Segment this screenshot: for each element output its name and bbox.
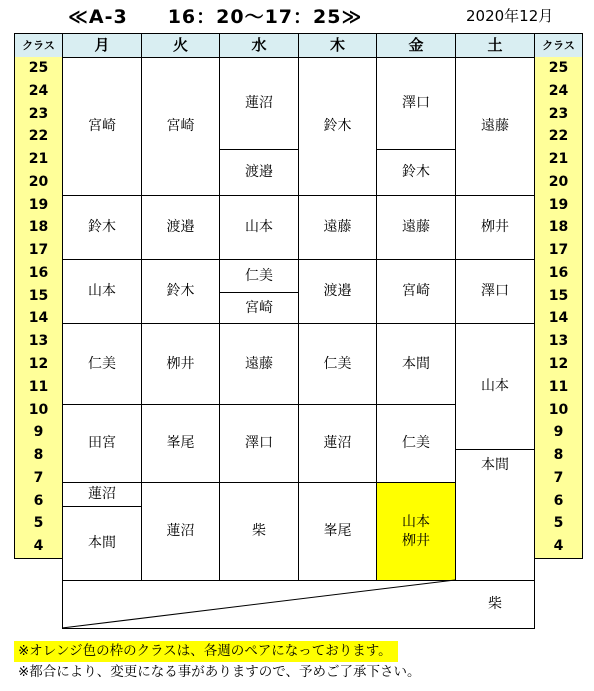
- class-number-left: 21: [14, 148, 63, 172]
- schedule-cell-mon: 鈴木: [62, 195, 142, 260]
- schedule-cell-mon: 山本: [62, 259, 142, 324]
- schedule-cell-sat: 遠藤: [455, 57, 535, 196]
- schedule-cell-wed: 遠藤: [219, 323, 299, 405]
- schedule-cell-mon: 田宮: [62, 404, 142, 483]
- class-number-right: 20: [534, 171, 583, 195]
- class-number-right: 7: [534, 467, 583, 491]
- class-number-right: 19: [534, 194, 583, 217]
- day-header-sat: 土: [455, 33, 535, 58]
- class-number-left: 4: [14, 535, 63, 559]
- class-number-left: 24: [14, 80, 63, 104]
- class-number-left: 17: [14, 239, 63, 263]
- schedule-cell-tue: 宮崎: [141, 57, 220, 196]
- schedule-cell-thu: 渡邉: [298, 259, 377, 324]
- schedule-cell-wed: 蓮沼: [219, 57, 299, 150]
- class-number-right: 11: [534, 376, 583, 400]
- month-label: 2020年12月: [466, 7, 554, 25]
- class-number-right: 10: [534, 399, 583, 422]
- class-number-right: 13: [534, 330, 583, 354]
- class-header-right: クラス: [534, 33, 583, 58]
- class-number-right: 5: [534, 512, 583, 536]
- schedule-cell-mon: 宮崎: [62, 57, 142, 196]
- schedule-cell-mon: 仁美: [62, 323, 142, 405]
- day-header-tue: 火: [141, 33, 220, 58]
- class-number-left: 11: [14, 376, 63, 400]
- class-number-right: 8: [534, 444, 583, 468]
- class-number-left: 20: [14, 171, 63, 195]
- schedule-cell-sat: 柴: [455, 580, 535, 629]
- schedule-cell-fri: 遠藤: [376, 195, 456, 260]
- schedule-cell-tue: 蓮沼: [141, 482, 220, 581]
- day-header-mon: 月: [62, 33, 142, 58]
- class-number-left: 25: [14, 57, 63, 81]
- class-number-left: 8: [14, 444, 63, 468]
- schedule-cell-thu: 仁美: [298, 323, 377, 405]
- schedule-cell-fri: 澤口: [376, 57, 456, 150]
- class-number-left: 12: [14, 353, 63, 377]
- class-number-left: 9: [14, 421, 63, 445]
- schedule-cell-wed: 澤口: [219, 404, 299, 483]
- class-number-left: 18: [14, 216, 63, 240]
- day-header-wed: 水: [219, 33, 299, 58]
- class-number-left: 15: [14, 285, 63, 308]
- class-number-right: 12: [534, 353, 583, 377]
- class-number-right: 16: [534, 262, 583, 286]
- class-number-left: 19: [14, 194, 63, 217]
- schedule-cell-thu: 蓮沼: [298, 404, 377, 483]
- class-number-left: 16: [14, 262, 63, 286]
- schedule-cell-sat: 澤口: [455, 259, 535, 324]
- note-schedule-change: ※都合により、変更になる事がありますので、予めご了承下さい。: [18, 664, 421, 680]
- class-number-right: 17: [534, 239, 583, 263]
- class-number-left: 10: [14, 399, 63, 422]
- class-number-left: 6: [14, 490, 63, 513]
- class-number-left: 14: [14, 307, 63, 331]
- class-number-right: 22: [534, 125, 583, 149]
- schedule-cell-thu: 峯尾: [298, 482, 377, 581]
- day-header-fri: 金: [376, 33, 456, 58]
- schedule-cell-mon: 蓮沼: [62, 482, 142, 507]
- note-pair-highlight: ※オレンジ色の枠のクラスは、各週のペアになっております。: [14, 641, 398, 662]
- class-number-right: 25: [534, 57, 583, 81]
- class-number-left: 7: [14, 467, 63, 491]
- class-number-right: 6: [534, 490, 583, 513]
- class-number-right: 21: [534, 148, 583, 172]
- schedule-cell-tue: 渡邉: [141, 195, 220, 260]
- class-number-left: 23: [14, 103, 63, 126]
- class-number-left: 5: [14, 512, 63, 536]
- class-number-right: 15: [534, 285, 583, 308]
- schedule-cell-fri: 宮崎: [376, 259, 456, 324]
- schedule-cell-thu: 鈴木: [298, 57, 377, 196]
- schedule-title: ≪A-3 16：20〜17：25≫: [68, 6, 363, 28]
- schedule-cell-fri: 本間: [376, 323, 456, 405]
- schedule-cell-mon: 本間: [62, 506, 142, 581]
- schedule-cell-wed: 渡邉: [219, 149, 299, 196]
- schedule-cell-fri: 鈴木: [376, 149, 456, 196]
- schedule-cell-wed: 仁美: [219, 259, 299, 293]
- schedule-cell-sat: 本間: [455, 449, 535, 581]
- class-number-right: 14: [534, 307, 583, 331]
- schedule-cell-sat: 山本: [455, 323, 535, 450]
- class-header-left: クラス: [14, 33, 63, 58]
- class-number-left: 22: [14, 125, 63, 149]
- class-number-right: 4: [534, 535, 583, 559]
- schedule-cell-wed: 山本: [219, 195, 299, 260]
- empty-area-diagonal: [62, 580, 455, 628]
- class-number-right: 23: [534, 103, 583, 126]
- class-number-right: 18: [534, 216, 583, 240]
- schedule-cell-tue: 峯尾: [141, 404, 220, 483]
- schedule-cell-tue: 鈴木: [141, 259, 220, 324]
- schedule-cell-thu: 遠藤: [298, 195, 377, 260]
- class-number-left: 13: [14, 330, 63, 354]
- schedule-cell-fri: 仁美: [376, 404, 456, 483]
- class-number-right: 9: [534, 421, 583, 445]
- schedule-cell-wed: 柴: [219, 482, 299, 581]
- schedule-cell-tue: 栁井: [141, 323, 220, 405]
- schedule-cell-sat: 栁井: [455, 195, 535, 260]
- schedule-cell-fri: 山本 栁井: [376, 482, 456, 581]
- day-header-thu: 木: [298, 33, 377, 58]
- schedule-cell-wed: 宮崎: [219, 292, 299, 324]
- class-number-right: 24: [534, 80, 583, 104]
